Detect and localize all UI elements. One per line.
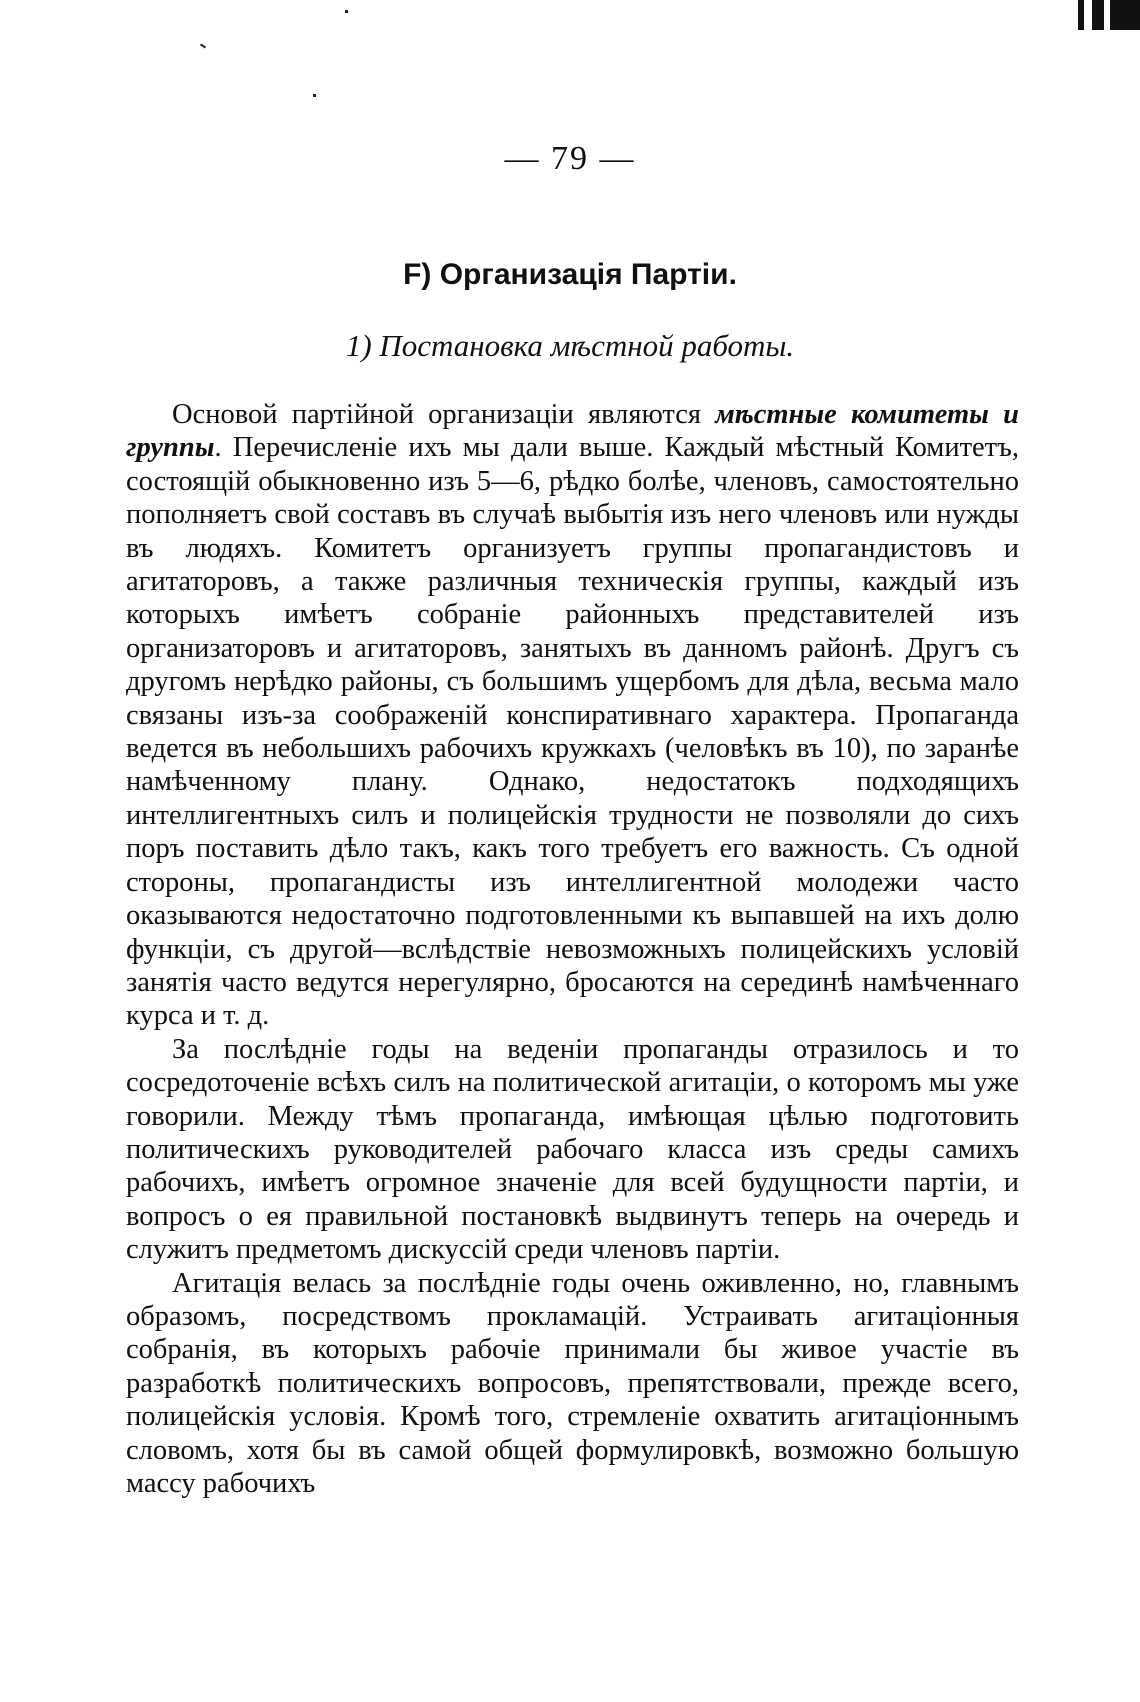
page-number: — 79 — xyxy=(504,140,636,177)
scan-corner-mark xyxy=(1070,0,1140,30)
paragraph-lead: Основой партійной организаціи являются xyxy=(172,399,716,430)
section-title: F) Организація Партіи. xyxy=(403,258,737,291)
paragraph xyxy=(126,398,1019,1033)
body-text xyxy=(126,398,1019,1500)
scan-speck xyxy=(313,94,316,97)
scan-speck xyxy=(345,10,348,13)
paragraph: За послѣдніе годы на веденіи пропаганды отразилось и то сосредоточеніе всѣхъ силъ на политической агитаціи, о которомъ мы уже говорили. Между тѣмъ пропаганда, имѣющая цѣлью подготовить политическихъ руководителей рабочаго класса изъ среды самихъ рабочихъ, имѣетъ огромное значеніе для всей будущности партіи, и вопросъ о ея правильной постановкѣ выдвинутъ теперь на очередь и служитъ предметомъ дискуссій среди членовъ партіи. xyxy=(126,1033,1019,1266)
emphasized-phrase: мѣстные комитеты и группы xyxy=(126,399,1019,464)
paragraph: Агитація велась за послѣдніе годы очень оживленно, но, главнымъ образомъ, посредствомъ прокламацій. Устраивать агитаціонныя собранія, въ которыхъ рабочіе принимали бы живое участіе въ разработкѣ политическихъ вопросовъ, препятствовали, прежде всего, полицейскія условія. Кромѣ того, стремленіе охватить агитаціоннымъ словомъ, хотя бы въ самой общей формулировкѣ, возможно большую массу рабочихъ xyxy=(126,1267,1019,1499)
scan-speck xyxy=(200,43,206,48)
subsection-title: 1) Постановка мѣстной работы. xyxy=(345,328,795,363)
paragraph-rest: . Перечисленіе ихъ мы дали выше. Каждый мѣстный Комитетъ, состоящій обыкновенно изъ 5—6, рѣдко болѣе, членовъ, самостоятельно пополняетъ свой составъ въ случаѣ выбытія изъ него членовъ или нужды въ людяхъ. Комитетъ организуетъ группы пропагандистовъ и агитаторовъ, а также различныя техническія группы, каждый изъ которыхъ имѣетъ собраніе районныхъ представителей изъ организаторовъ и агитаторовъ, занятыхъ въ данномъ районѣ. Другъ съ другомъ нерѣдко районы, съ большимъ ущербомъ для дѣла, весьма мало связаны изъ-за соображеній конспиративнаго характера. Пропаганда ведется въ небольшихъ рабочихъ кружкахъ (человѣкъ въ 10), по заранѣе намѣченному плану. Однако, недостатокъ подходящихъ интеллигентныхъ силъ и полицейскія трудности не позволяли до сихъ поръ поставить дѣло такъ, какъ того требуетъ его важность. Съ одной стороны, пропагандисты изъ интеллигентной молодежи часто оказываются недостаточно подготовленными къ выпавшей на ихъ долю функціи, съ другой—вслѣдствіе невозможныхъ полицейскихъ условій занятія часто ведутся нерегулярно, бросаются на серединѣ намѣченнаго курса и т. д. xyxy=(126,432,1019,1032)
